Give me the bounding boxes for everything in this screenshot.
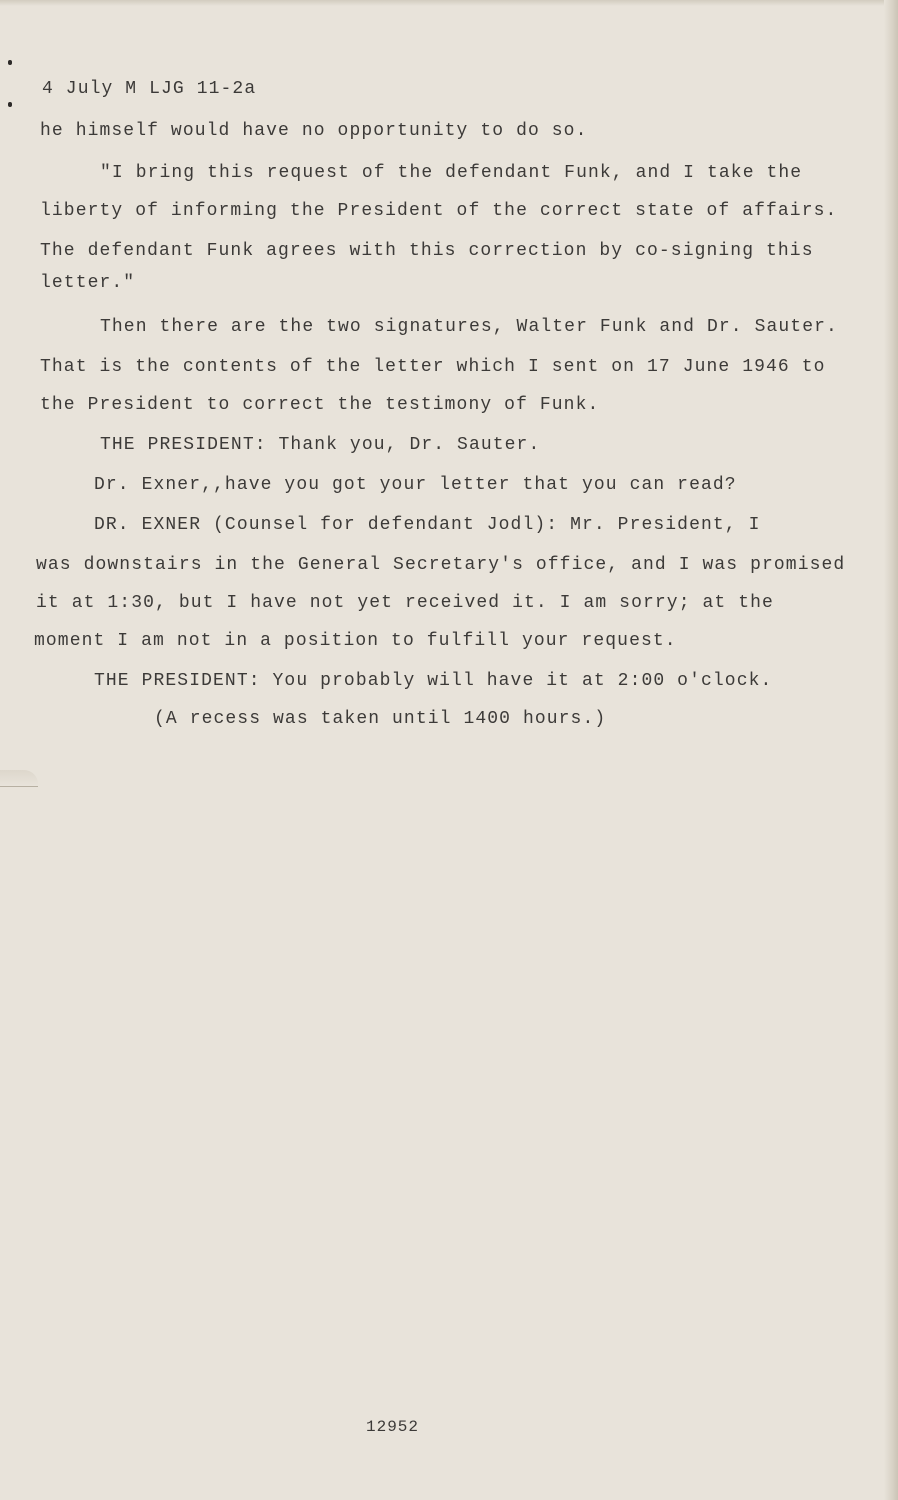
text-line: "I bring this request of the defendant Funk, and I take the	[100, 163, 803, 183]
text-line: liberty of informing the President of the correct state of affairs.	[40, 201, 838, 221]
recess-note: (A recess was taken until 1400 hours.)	[154, 709, 607, 729]
page-number: 12952	[366, 1418, 420, 1436]
paper-tear	[0, 770, 38, 787]
punch-mark	[8, 102, 12, 107]
speaker-line: THE PRESIDENT: You probably will have it at 2:00 o'clock.	[94, 671, 773, 691]
page-top-edge	[0, 0, 898, 6]
text-line: letter."	[40, 273, 136, 293]
speaker-line: DR. EXNER (Counsel for defendant Jodl): Mr. President, I	[94, 515, 761, 535]
text-line: That is the contents of the letter which I sent on 17 June 1946 to	[40, 357, 826, 377]
page-right-edge	[884, 0, 898, 1500]
text-line: Dr. Exner,,have you got your letter that you can read?	[94, 475, 737, 495]
text-line: the President to correct the testimony of Funk.	[40, 395, 600, 415]
speaker-line: THE PRESIDENT: Thank you, Dr. Sauter.	[100, 435, 541, 455]
text-line: was downstairs in the General Secretary's office, and I was promised	[36, 555, 846, 575]
header-reference: 4 July M LJG 11-2a	[42, 79, 257, 99]
text-line: moment I am not in a position to fulfill your request.	[34, 631, 677, 651]
text-line: Then there are the two signatures, Walter Funk and Dr. Sauter.	[100, 317, 838, 337]
text-line: The defendant Funk agrees with this correction by co-signing this	[40, 241, 814, 261]
text-line: he himself would have no opportunity to do so.	[40, 121, 588, 141]
text-line: it at 1:30, but I have not yet received it. I am sorry; at the	[36, 593, 774, 613]
punch-mark	[8, 60, 12, 65]
